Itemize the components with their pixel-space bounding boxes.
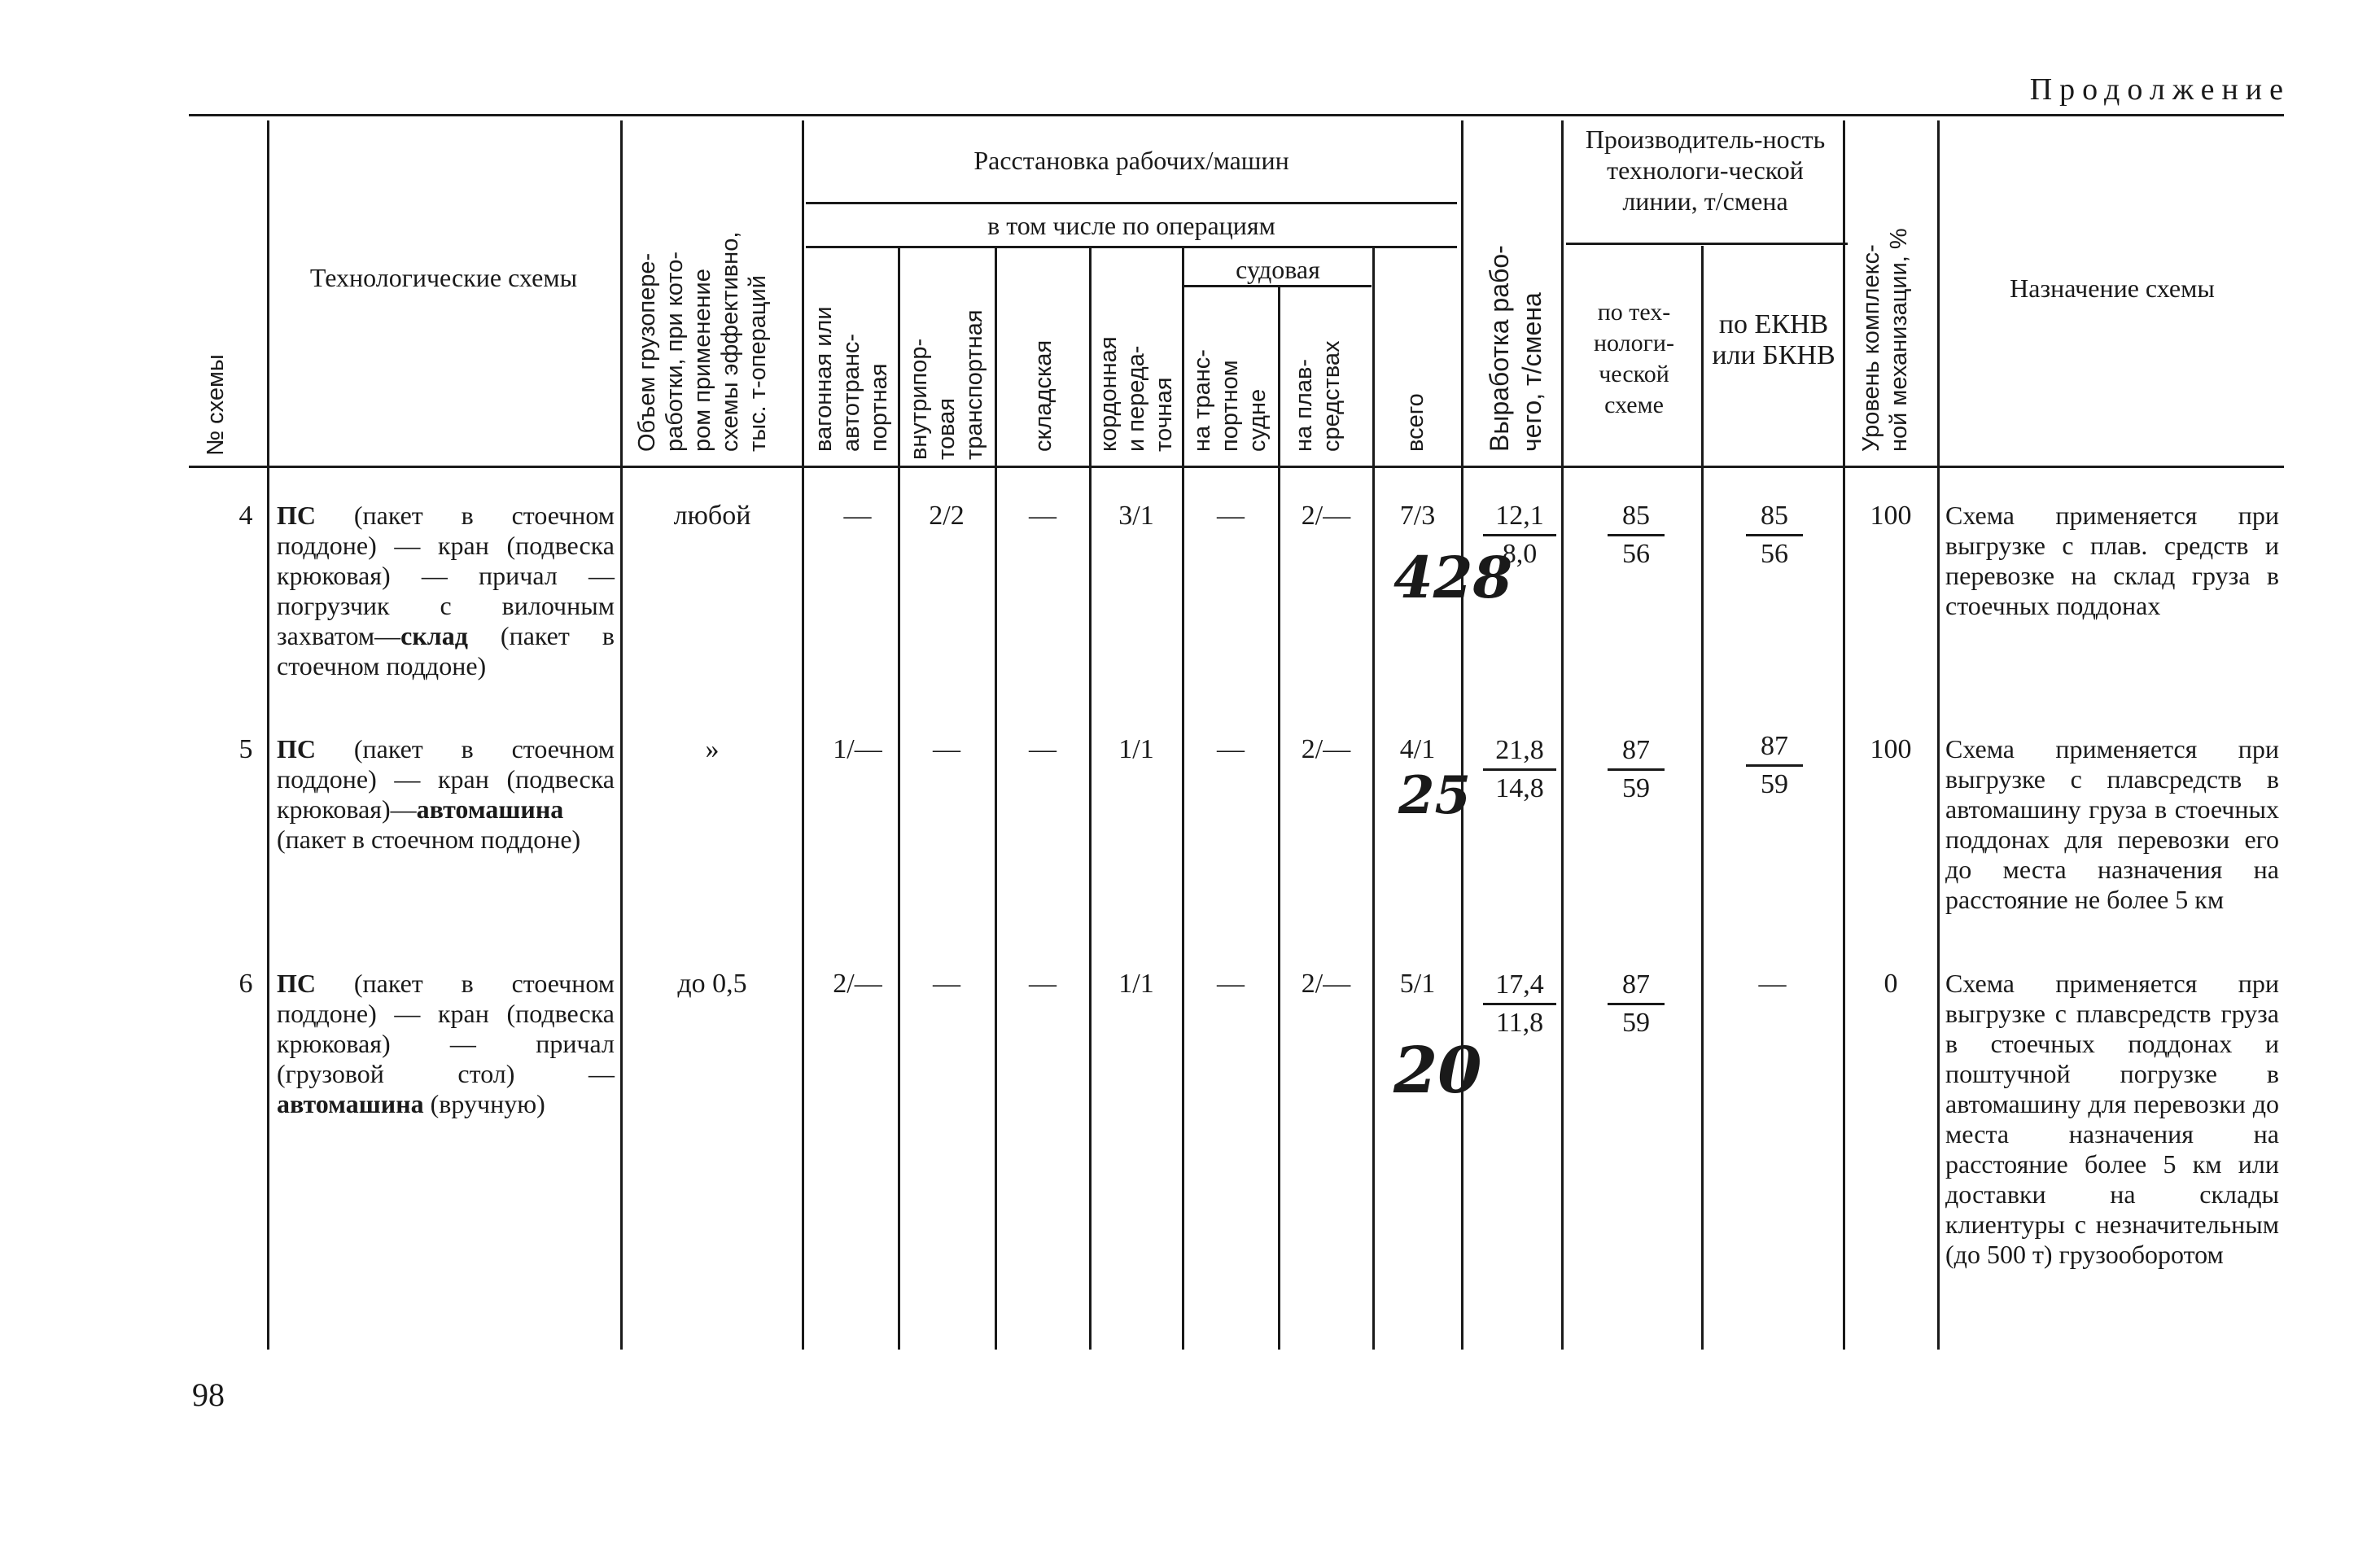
header-placement: Расстановка рабочих/машин [973, 146, 1289, 175]
col-divider-9 [1372, 248, 1375, 1350]
row4-mech: 100 [1870, 501, 1912, 531]
col-divider-12 [1701, 246, 1704, 1350]
row4-warehouse: — [1029, 501, 1057, 531]
page-number: 98 [192, 1376, 225, 1413]
row5-on-floating: 2/— [1301, 734, 1351, 764]
row5-ekhv: $\frac{87}{59}$ [1746, 728, 1803, 803]
col-divider-11 [1561, 120, 1564, 1350]
header-cordon: кордонная и переда- точная [1096, 336, 1177, 452]
row6-on-floating: 2/— [1301, 969, 1351, 999]
row6-wagon: 2/— [833, 969, 882, 999]
col-divider-7 [1182, 248, 1184, 1350]
row4-on-vessel: — [1217, 501, 1245, 531]
header-bottom-rule [189, 466, 2284, 468]
col-divider-10 [1461, 120, 1463, 1350]
row6-internal: — [933, 969, 960, 999]
row4-scheme: ПС (пакет в стоечном поддоне) — кран (подвеска крюковая) — причал — погрузчик с вилочным захватом—склад (пакет в стоечном поддоне) [277, 501, 615, 680]
header-volume: Объем грузопере- работки, при кото- ром применение схемы эффективно, тыс. т-операций [634, 231, 771, 452]
row4-purpose: Схема применяется при выгрузке с плав. средств и перевозке на склад груза в стоечных поддонах [1945, 501, 2279, 620]
header-incl-ops: в том числе по операциям [987, 211, 1275, 240]
row4-cordon: 3/1 [1118, 501, 1154, 531]
row5-on-vessel: — [1217, 734, 1245, 764]
productivity-subrule [1566, 243, 1848, 245]
row4-volume: любой [673, 501, 751, 531]
row6-productivity: $\frac{87}{59}$ [1608, 967, 1665, 1041]
row6-volume: до 0,5 [677, 969, 747, 999]
row6-scheme: ПС (пакет в стоечном поддоне) — кран (подвеска крюковая) — причал (грузовой стол) — автомашина (вручную) [277, 969, 615, 1118]
header-scheme-no: № схемы [203, 354, 229, 456]
header-warehouse: складская [1030, 339, 1057, 452]
row5-warehouse: — [1029, 734, 1057, 764]
col-divider-3 [802, 120, 804, 1350]
col-divider-1 [267, 120, 269, 1350]
header-productivity: Производитель-ность технологи-ческой линии, т/смена [1585, 125, 1826, 216]
header-internal: внутрипор- товая транспортная [906, 309, 987, 460]
row5-volume: » [705, 734, 720, 764]
header-by-ekhv: по ЕКНВ или БКНВ [1712, 309, 1835, 370]
header-purpose: Назначение схемы [2010, 273, 2215, 303]
row4-productivity: $\frac{85}{56}$ [1608, 498, 1665, 572]
header-ship-group: судовая [1236, 255, 1320, 284]
header-by-scheme: по тех-нологи-ческой схеме [1594, 299, 1674, 418]
row5-cordon: 1/1 [1118, 734, 1154, 764]
table-top-rule [189, 114, 2284, 116]
row6-cordon: 1/1 [1118, 969, 1154, 999]
row5-mech: 100 [1870, 734, 1912, 764]
row4-handwritten-note: 428 [1393, 544, 1513, 611]
row5-scheme: ПС (пакет в стоечном поддоне) — кран (подвеска крюковая)—автомашина (пакет в стоечном поддоне) [277, 734, 615, 854]
row6-no: 6 [238, 969, 253, 999]
row4-output: $\frac{12,1}{8,0}$ [1483, 498, 1556, 572]
row6-on-vessel: — [1217, 969, 1245, 999]
header-on-floating: на плав- средствах [1291, 340, 1345, 452]
row5-total: 4/1 [1399, 734, 1436, 764]
col-divider-5 [995, 248, 997, 1350]
row4-no: 4 [238, 501, 253, 531]
header-total: всего [1402, 393, 1428, 452]
row5-no: 5 [238, 734, 253, 764]
row6-output: $\frac{17,4}{11,8}$ [1483, 967, 1556, 1041]
header-wagon: вагонная или автотранс- портная [811, 306, 892, 452]
col-divider-14 [1937, 120, 1940, 1350]
row5-productivity: $\frac{87}{59}$ [1608, 733, 1665, 807]
row6-purpose: Схема применяется при выгрузке с плавсредств груза в стоечных поддонах и поштучной погрузке в автомашину для перевозки до места назначения на расстояние более 5 км или доставки на склады клиентуры с незначительным (до 500 т) грузооборотом [1945, 969, 2279, 1269]
header-output: Выработка рабо- чего, т/смена [1485, 245, 1547, 452]
row4-internal: 2/2 [929, 501, 965, 531]
continuation-label: Продолжение [2029, 72, 2290, 107]
row5-handwritten-note: 25 [1398, 765, 1472, 826]
header-mech-level: Уровень комплекс- ной механизации, % [1858, 228, 1912, 452]
header-on-vessel: на транс- портном судне [1189, 349, 1271, 452]
row6-handwritten-note: 20 [1393, 1034, 1482, 1108]
col-divider-6 [1089, 248, 1092, 1350]
row4-total: 7/3 [1399, 501, 1436, 531]
row6-warehouse: — [1029, 969, 1057, 999]
col-divider-2 [620, 120, 623, 1350]
header-tech-schemes: Технологические схемы [309, 263, 578, 292]
col-divider-4 [898, 248, 900, 1350]
row6-total: 5/1 [1399, 969, 1436, 999]
col-divider-8 [1278, 287, 1280, 1350]
row6-ekhv: — [1758, 969, 1787, 999]
row5-purpose: Схема применяется при выгрузке с плавсредств в автомашину груза в стоечных поддонах для перевозки его до места назначения на расстояние не более 5 км [1945, 734, 2279, 914]
row4-wagon: — [843, 501, 872, 531]
placement-subrule [806, 202, 1457, 204]
ops-subrule [806, 246, 1457, 248]
row5-internal: — [933, 734, 960, 764]
row5-output: $\frac{21,8}{14,8}$ [1483, 733, 1556, 807]
row5-wagon: 1/— [833, 734, 882, 764]
row6-mech: 0 [1883, 969, 1898, 999]
row4-ekhv: $\frac{85}{56}$ [1746, 498, 1803, 572]
row4-on-floating: 2/— [1301, 501, 1351, 531]
